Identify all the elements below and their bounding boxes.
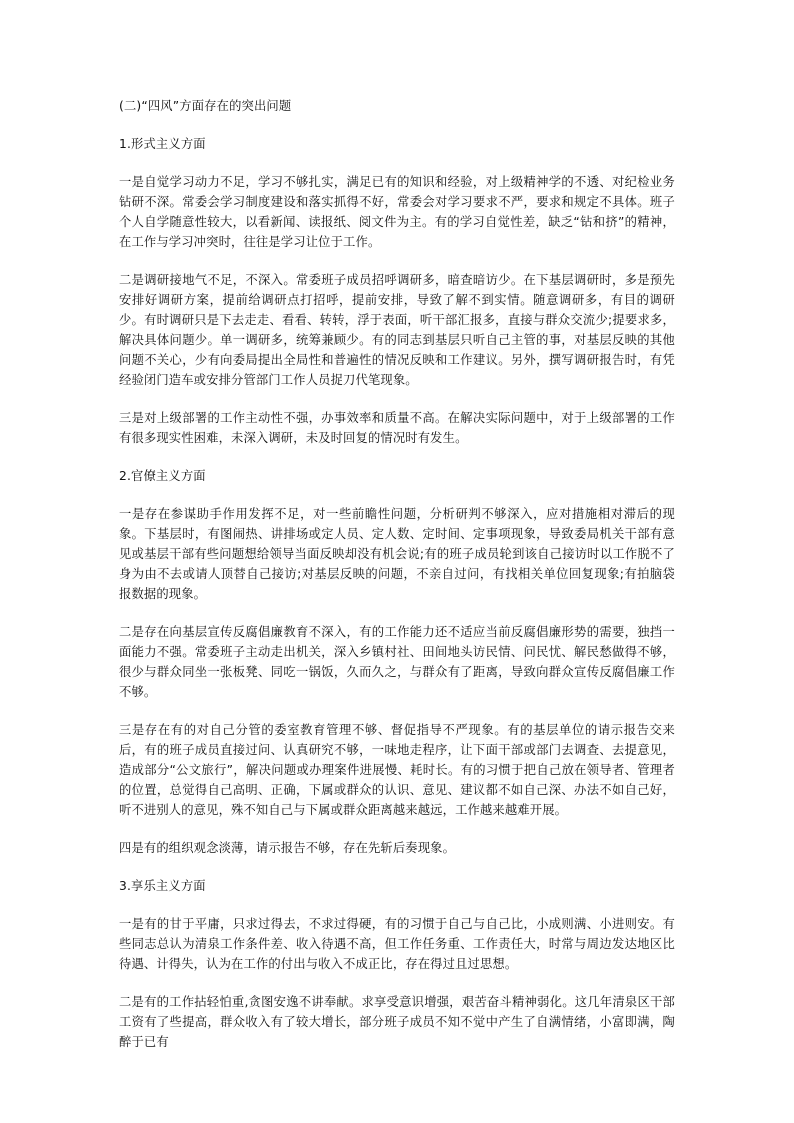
- subsection-heading-formalism: 1.形式主义方面: [119, 137, 206, 151]
- paragraph: 二是有的工作拈轻怕重,贪图安逸不讲奉献。求享受意识增强，艰苦奋斗精神弱化。这几年清泉区干部工资有了些提高，群众收入有了较大增长，部分班子成员不知不觉中产生了自满情绪，小富即满，陶醉于已有: [119, 995, 675, 1049]
- paragraph: 四是有的组织观念淡薄，请示报告不够，存在先斩后奏现象。: [119, 841, 456, 855]
- paragraph: 一是自觉学习动力不足，学习不够扎实，满足已有的知识和经验，对上级精神学的不透、对纪检业务钻研不深。常委会学习制度建设和落实抓得不好，常委会对学习要求不严，要求和规定不具体。班子个人自学随意性较大，以看新闻、读报纸、阅文件为主。有的学习自觉性差，缺乏“钻和挤”的精神，在工作与学习冲突时，往往是学习让位于工作。: [119, 175, 675, 249]
- paragraph: 三是对上级部署的工作主动性不强，办事效率和质量不高。在解决实际问题中，对于上级部署的工作有很多现实性困难，未深入调研，未及时回复的情况时有发生。: [119, 411, 675, 445]
- paragraph: 二是调研接地气不足，不深入。常委班子成员招呼调研多，暗查暗访少。在下基层调研时，多是预先安排好调研方案，提前给调研点打招呼，提前安排，导致了解不到实情。随意调研多，有目的调研少。有时调研只是下去走走、看看、转转，浮于表面，听干部汇报多，直接与群众交流少;提要求多，解决具体问题少。单一调研多，统筹兼顾少。有的同志到基层只听自己主管的事，对基层反映的其他问题不关心，少有向委局提出全局性和普遍性的情况反映和工作建议。另外，撰写调研报告时，有凭经验闭门造车或安排分管部门工作人员捉刀代笔现象。: [119, 273, 675, 387]
- subsection-heading-hedonism: 3.享乐主义方面: [119, 879, 206, 893]
- document-body: [119, 96, 675, 1070]
- paragraph: 一是有的甘于平庸，只求过得去，不求过得硬，有的习惯于自己与自己比，小成则满、小进则安。有些同志总认为清泉工作条件差、收入待遇不高，但工作任务重、工作责任大，时常与周边发达地区比待遇、计得失，认为在工作的付出与收入不成正比，存在得过且过思想。: [119, 917, 675, 971]
- paragraph: 三是存在有的对自己分管的委室教育管理不够、督促指导不严现象。有的基层单位的请示报告交来后，有的班子成员直接过问、认真研究不够，一味地走程序，让下面干部或部门去调查、去提意见，造成部分“公文旅行”，解决问题或办理案件进展慢、耗时长。有的习惯于把自己放在领导者、管理者的位置，总觉得自己高明、正确，下属或群众的认识、意见、建议都不如自己深、办法不如自己好，听不进别人的意见，殊不知自己与下属或群众距离越来越远，工作越来越难开展。: [119, 723, 675, 817]
- section-title: (二)“四风”方面存在的突出问题: [119, 99, 292, 113]
- paragraph: 一是存在参谋助手作用发挥不足，对一些前瞻性问题，分析研判不够深入，应对措施相对滞后的现象。下基层时，有图闹热、讲排场或定人员、定人数、定时间、定事项现象，导致委局机关干部有意见或基层干部有些问题想给领导当面反映却没有机会说;有的班子成员轮到该自己接访时以工作脱不了身为由不去或请人顶替自己接访;对基层反映的问题，不亲自过问，有找相关单位回复现象;有拍脑袋报数据的现象。: [119, 507, 675, 601]
- subsection-heading-bureaucracy: 2.官僚主义方面: [119, 469, 206, 483]
- paragraph: 二是存在向基层宣传反腐倡廉教育不深入，有的工作能力还不适应当前反腐倡廉形势的需要，独挡一面能力不强。常委班子主动走出机关，深入乡镇村社、田间地头访民情、问民忧、解民愁做得不够，很少与群众同坐一张板凳、同吃一锅饭，久而久之，与群众有了距离，导致向群众宣传反腐倡廉工作不够。: [119, 625, 675, 699]
